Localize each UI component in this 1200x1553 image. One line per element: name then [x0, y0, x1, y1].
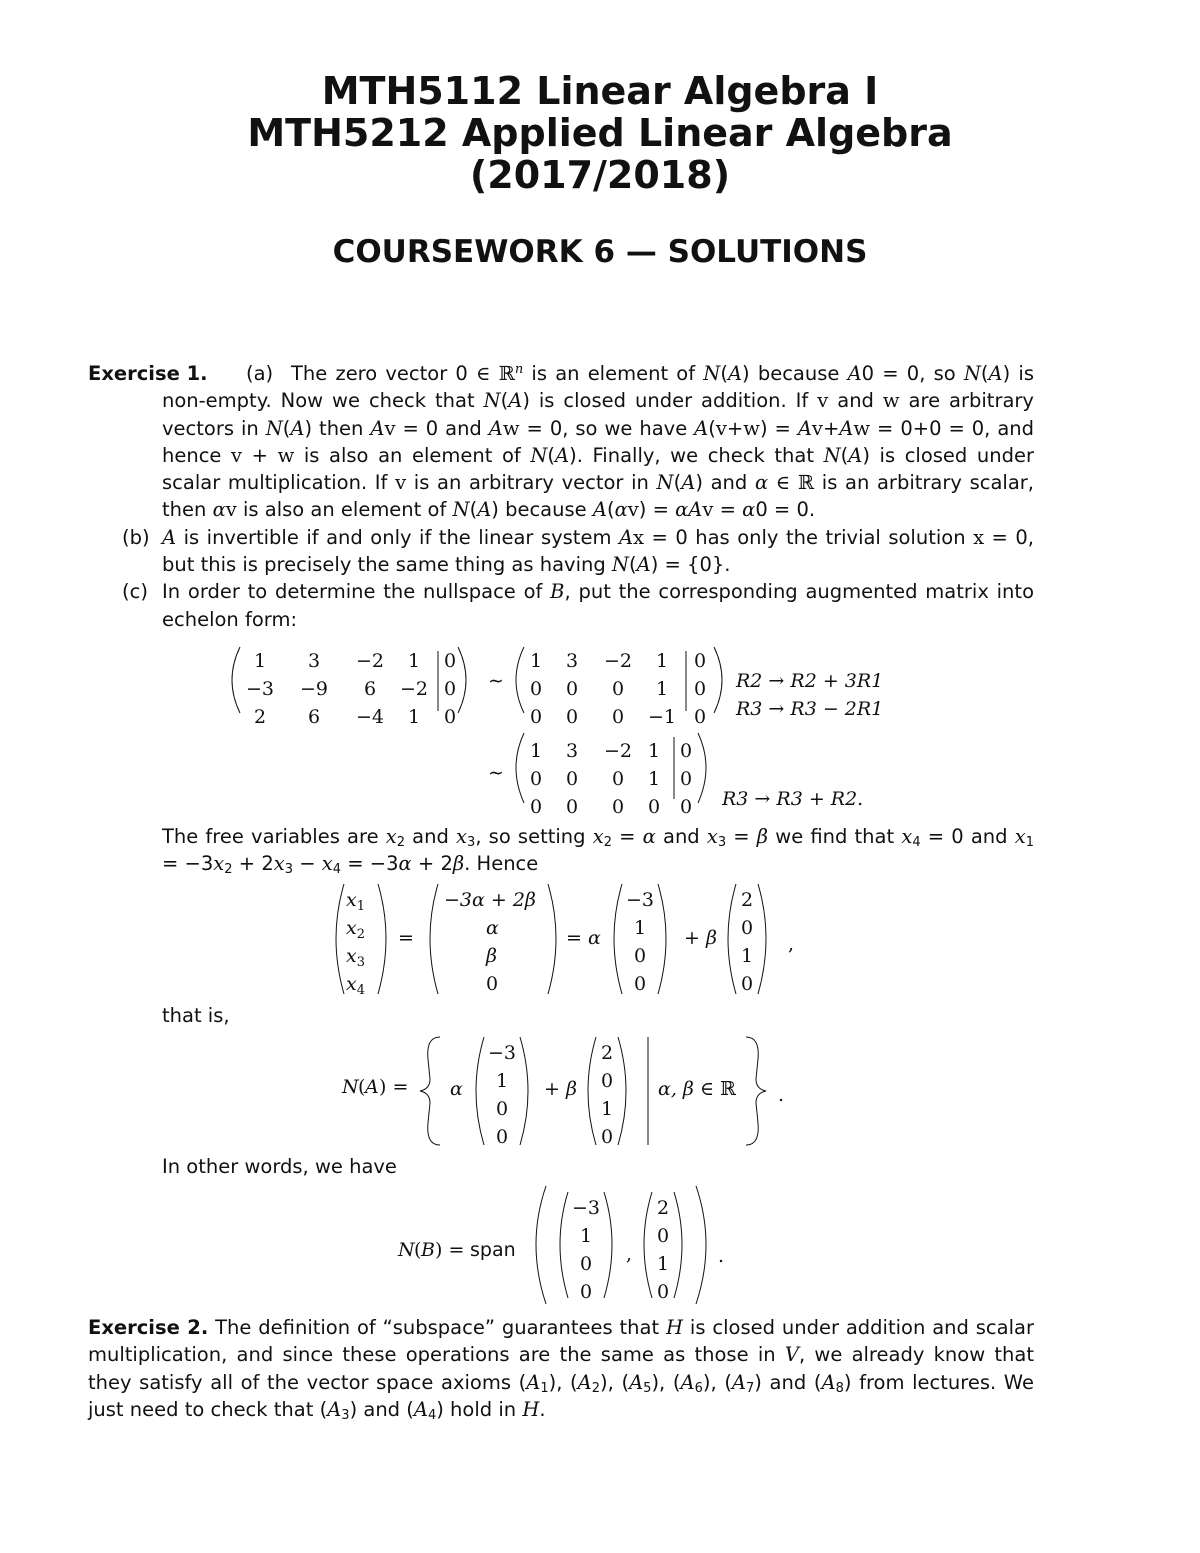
exercise-1-part-b: (b) A is invertible if and only if the linear system Ax = 0 has only the trivial solution x = 0, but this is precisely the same thing as having N(A) = {0}.	[122, 525, 1034, 577]
vector-entry: 2	[740, 888, 754, 911]
matrix-entry: 0	[679, 795, 693, 818]
nullspace-set-display	[88, 1029, 1034, 1153]
exercise-2: Exercise 2. The definition of “subspace” guarantees that H is closed under addition and scalar multiplication, and since these operations are the same as those in V, we already know that they satisfy all of the vector space axioms $(A_1)$, $(A_2)$, $(A_5)$, $(A_6)$, $(A_7)$ and $(A_8)$ from lectures. We just need to check that $(A_3)$ and $(A_4)$ hold in H.	[88, 1316, 1035, 1424]
matrix-entry: −2	[603, 739, 633, 762]
equivalence-symbol-1: ∼	[488, 669, 504, 692]
part-a-text: The zero vector 0 ∈ ℝ$^n$ is an element of N(A) because A0 = 0, so N(A) is non-empty. Now we check that N(A) is closed under addition. If v and w are arbitrary vectors in N(A) then Av = 0 and Aw = 0, so we have A(v+w) = Av+Aw = 0+0 = 0, and hence v + w is also an element of N(A). Finally, we check that N(A) is closed under scalar multiplication. If v is an arbitrary vector in N(A) and α ∈ ℝ is an arbitrary scalar, then αv is also an element of N(A) because A(αv) = αAv = α0 = 0.	[162, 362, 1035, 522]
document-subtitle: COURSEWORK 6 — SOLUTIONS	[332, 234, 868, 270]
span-display	[88, 1180, 1034, 1306]
vector-entry: −3	[487, 1041, 517, 1064]
in-other-words-text: In other words, we have	[162, 1154, 397, 1178]
matrix-entry: 0	[647, 795, 661, 818]
matrix-entry: 0	[611, 705, 625, 728]
matrix-entry: 1	[647, 767, 661, 790]
vector-entry: 0	[740, 916, 754, 939]
matrix-2-left-paren	[516, 647, 524, 713]
matrix-entry: 0	[565, 795, 579, 818]
title-line-1: MTH5112 Linear Algebra I	[321, 69, 879, 113]
part-b-label: (b)	[122, 525, 150, 549]
matrix-entry: 6	[363, 677, 377, 700]
svg-text:+: +	[544, 1077, 560, 1100]
document-title	[0, 70, 1200, 196]
vector-entry: 1	[600, 1097, 614, 1120]
vector-entry: 0	[579, 1253, 593, 1276]
matrix-entry: 1	[655, 649, 669, 672]
svg-text:) =: ) =	[379, 1075, 409, 1098]
matrix-entry: 1	[529, 649, 543, 672]
matrix-2-right-paren	[714, 647, 722, 713]
svg-text:β: β	[486, 944, 497, 967]
matrix-entry: −2	[603, 649, 633, 672]
matrix-entry: 0	[565, 767, 579, 790]
svg-text:(: (	[358, 1075, 366, 1098]
svg-text:x1: $x_1$	[346, 888, 365, 914]
matrix-entry: 0	[443, 705, 457, 728]
x-vector-right-paren	[378, 884, 386, 994]
matrix-entry: 0	[529, 705, 543, 728]
svg-text:α: α	[450, 1077, 463, 1100]
v2-right-paren	[758, 884, 766, 994]
matrix-entry: 1	[529, 739, 543, 762]
matrix-entry: 0	[679, 739, 693, 762]
right-brace	[746, 1037, 766, 1145]
exercise-1-part-c: (c) In order to determine the nullspace of B, put the corresponding augmented matrix into echelon form:	[122, 580, 1034, 631]
exercise-1-heading: Exercise 1.	[88, 362, 208, 385]
document-body	[88, 360, 1034, 1423]
solution-vector-display	[88, 878, 1034, 1002]
v2-left-paren	[728, 884, 736, 994]
svg-text:.: .	[778, 1083, 785, 1106]
vector-entry: 1	[495, 1069, 509, 1092]
title-line-3: (2017/2018)	[469, 153, 731, 197]
matrix-3-right-paren	[698, 733, 706, 803]
v1-left-paren	[614, 884, 622, 994]
svg-text:−3α + 2β: −3α + 2β	[444, 888, 536, 911]
part-c-label: (c)	[122, 580, 148, 604]
span-svg	[88, 1180, 1034, 1306]
vector-entry: 0	[495, 1125, 509, 1148]
svg-text:,: ,	[788, 932, 795, 955]
matrix-entry: 0	[565, 677, 579, 700]
vector-entry: 0	[656, 1281, 670, 1304]
matrix-entry: 0	[611, 795, 625, 818]
matrix-entry: 1	[407, 649, 421, 672]
svg-text:0: 0	[486, 972, 499, 995]
matrix-3	[530, 740, 692, 818]
param-vector-right-paren	[548, 884, 556, 994]
that-is-text: that is,	[162, 1003, 230, 1027]
vector-entry: 0	[633, 972, 647, 995]
matrix-entry: 3	[565, 649, 579, 672]
matrix-entry: 3	[565, 739, 579, 762]
vector-v2	[741, 889, 753, 995]
matrix-entry: 0	[443, 677, 457, 700]
v1-right-paren	[658, 884, 666, 994]
row-op-1: R2 → R2 + 3R1	[736, 669, 884, 692]
svg-text:.: .	[718, 1245, 725, 1268]
matrix-entry: 0	[565, 705, 579, 728]
matrix-entry: 1	[647, 739, 661, 762]
matrix-entry: 0	[693, 705, 707, 728]
svg-text:α, β: α, β	[658, 1077, 694, 1100]
solution-vector-svg	[88, 878, 1034, 1002]
vector-entry: 1	[633, 916, 647, 939]
svg-text:) =: ) =	[435, 1239, 465, 1262]
vector-entry: 1	[656, 1253, 670, 1276]
matrix-entry: 3	[307, 649, 321, 672]
matrix-1-right-paren	[458, 647, 466, 713]
svg-text:B: B	[421, 1239, 435, 1262]
row-reduction-svg	[88, 633, 1034, 823]
svg-text:α: α	[486, 916, 499, 939]
vector-entry: 0	[495, 1097, 509, 1120]
vector-entry: 0	[579, 1281, 593, 1304]
row-reduction-display	[88, 633, 1034, 823]
nullspace-set-svg	[88, 1029, 1034, 1153]
matrix-entry: 6	[307, 705, 321, 728]
svg-text:=: =	[398, 926, 414, 949]
matrix-entry: 0	[611, 767, 625, 790]
vector-entry: −3	[625, 888, 655, 911]
vector-entry: 0	[656, 1225, 670, 1248]
matrix-entry: −9	[299, 677, 329, 700]
svg-text:+: +	[684, 926, 700, 949]
matrix-3-left-paren	[516, 733, 524, 803]
svg-text:N: N	[398, 1239, 415, 1262]
matrix-entry: −2	[355, 649, 385, 672]
matrix-entry: 2	[253, 705, 267, 728]
part-a-label: (a)	[246, 362, 274, 385]
matrix-entry: 0	[693, 649, 707, 672]
exercise-1-part-a	[88, 360, 1034, 524]
svg-text:N: N	[342, 1075, 359, 1098]
svg-text:α: α	[588, 926, 601, 949]
vector-entry: 0	[600, 1069, 614, 1092]
matrix-entry: 1	[253, 649, 267, 672]
vector-entry: 0	[633, 944, 647, 967]
matrix-entry: 0	[679, 767, 693, 790]
vector-entry: 2	[600, 1041, 614, 1064]
exercise-2-heading: Exercise 2.	[88, 1316, 209, 1340]
svg-text:x2: $x_2$	[346, 916, 365, 942]
param-vector-left-paren	[430, 884, 438, 994]
matrix-1	[246, 650, 456, 728]
span-word: span	[470, 1239, 516, 1262]
vector-entry: −3	[571, 1197, 601, 1220]
vector-entry: 1	[740, 944, 754, 967]
matrix-entry: 0	[529, 767, 543, 790]
left-brace	[420, 1037, 440, 1145]
svg-text:A: A	[365, 1075, 379, 1098]
matrix-entry: 0	[443, 649, 457, 672]
svg-text:(: (	[414, 1239, 422, 1262]
matrix-entry: −4	[355, 705, 385, 728]
x-vector-left-paren	[336, 884, 344, 994]
free-variables-paragraph: The free variables are $x_2$ and $x_3$, so setting $x_2 = \alpha$ and $x_3 = \beta$ we find that $x_4 = 0$ and $x_1 = -3x_2 + 2x_3 - x_4 = -3\alpha + 2\beta$. Hence	[162, 824, 1034, 878]
equivalence-symbol-2: ∼	[488, 761, 504, 784]
svg-text:,: ,	[626, 1243, 633, 1266]
vector-entry: 0	[600, 1125, 614, 1148]
matrix-entry: 0	[611, 677, 625, 700]
matrix-entry: −3	[245, 677, 275, 700]
svg-text:=: =	[566, 926, 582, 949]
matrix-2	[530, 650, 706, 728]
matrix-entry: −2	[399, 677, 429, 700]
matrix-entry: 0	[529, 677, 543, 700]
matrix-entry: 1	[655, 677, 669, 700]
matrix-1-left-paren	[232, 647, 240, 713]
vector-entry: 2	[656, 1197, 670, 1220]
svg-text:x3: $x_3$	[346, 944, 365, 970]
svg-text:β: β	[706, 926, 717, 949]
svg-text:∈ ℝ: ∈ ℝ	[700, 1077, 736, 1100]
matrix-entry: 0	[529, 795, 543, 818]
title-line-2: MTH5212 Applied Linear Algebra	[247, 111, 953, 155]
row-op-2: R3 → R3 − 2R1	[736, 697, 884, 720]
vector-entry: 1	[579, 1225, 593, 1248]
vector-entry: 0	[740, 972, 754, 995]
svg-text:x4: $x_4$	[346, 972, 365, 998]
matrix-entry: −1	[647, 705, 677, 728]
matrix-entry: 0	[693, 677, 707, 700]
vector-v1	[626, 889, 654, 995]
matrix-entry: 1	[407, 705, 421, 728]
row-op-3: R3 → R3 + R2.	[722, 787, 864, 810]
svg-text:β: β	[566, 1077, 577, 1100]
